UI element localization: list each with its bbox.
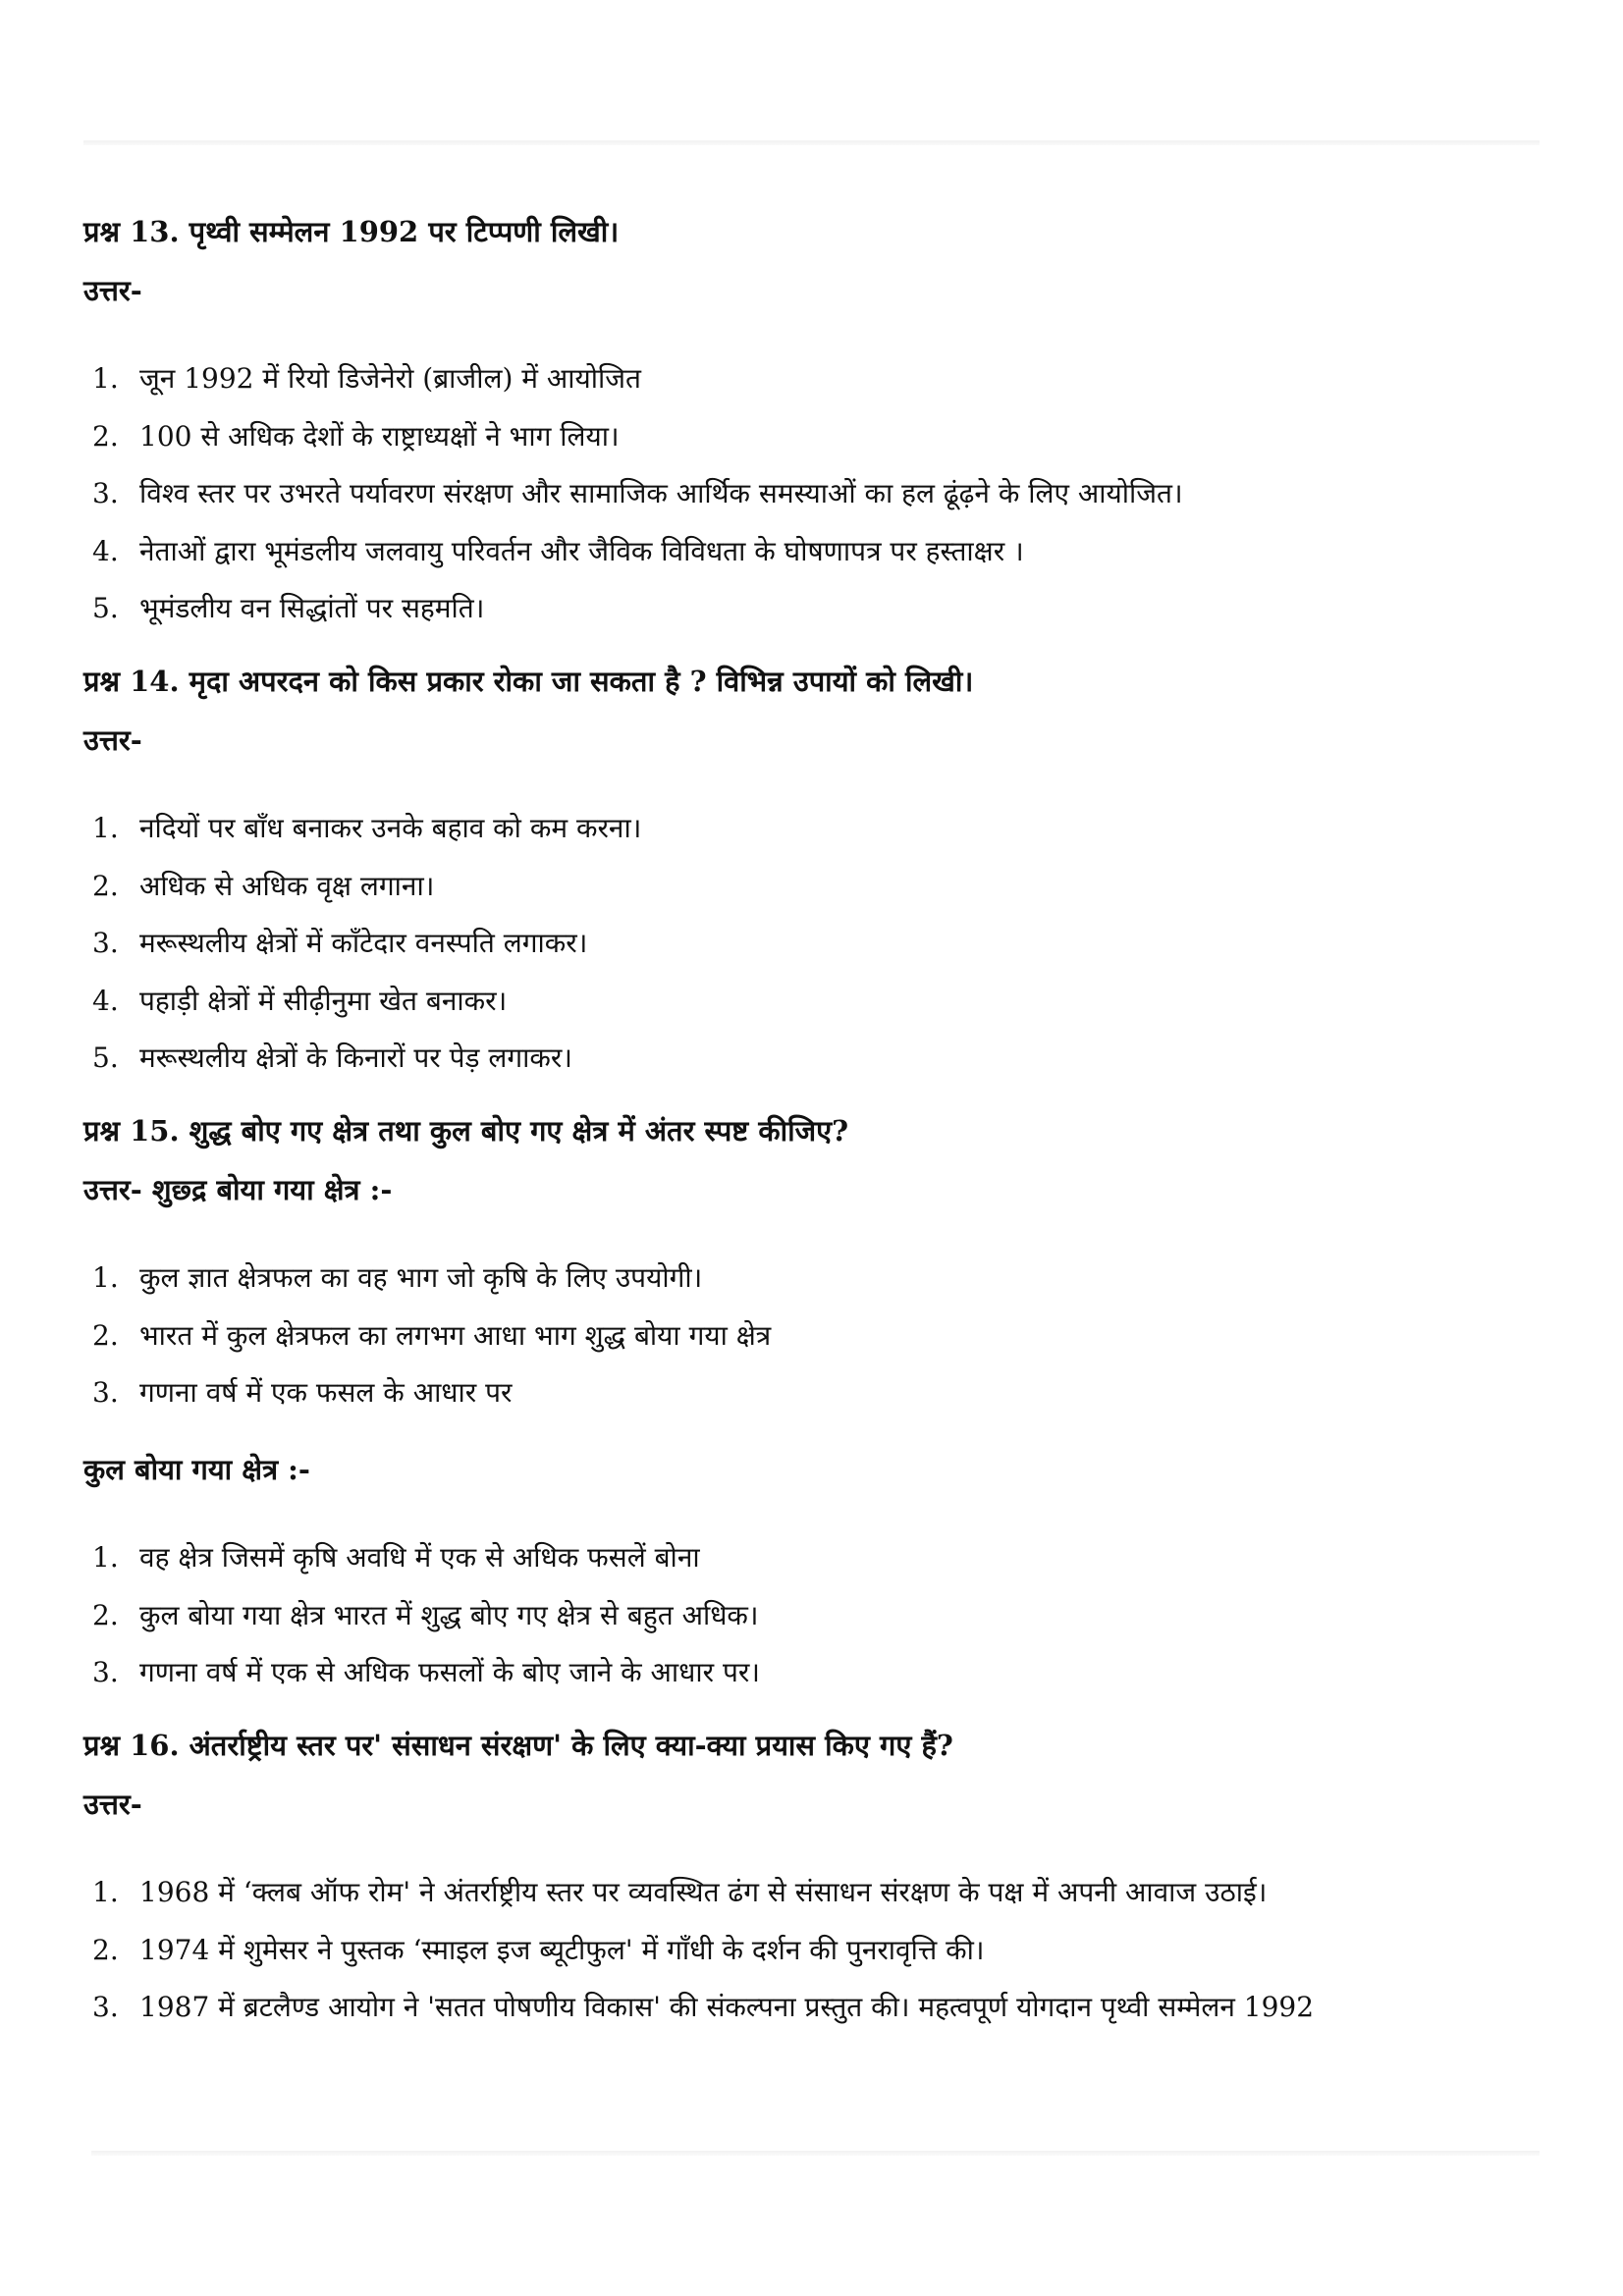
item-text: 1968 में ‘क्लब ऑफ रोम' ने अंतर्राष्ट्रीय स्तर पर व्यवस्थित ढंग से संसाधन संरक्षण के पक्ष में अपनी आवाज उठाई। — [139, 1876, 1268, 1908]
question-16-section — [83, 1724, 1546, 2029]
answer-list — [83, 807, 1546, 1080]
list-item — [83, 357, 1546, 400]
item-text: 1974 में शुमेसर ने पुस्तक ‘स्माइल इज ब्यूटीफुल' में गाँधी के दर्शन की पुनरावृत्ति की। — [139, 1933, 985, 1966]
list-item — [83, 415, 1546, 458]
item-number: 2. — [92, 1598, 119, 1631]
item-number: 1. — [92, 362, 119, 395]
list-item — [83, 865, 1546, 908]
question-13-section — [83, 210, 1546, 630]
list-item — [83, 1986, 1546, 2029]
item-text: मरूस्थलीय क्षेत्रों में काँटेदार वनस्पति लगाकर। — [139, 927, 588, 959]
item-text: अधिक से अधिक वृक्ष लगाना। — [139, 869, 435, 902]
item-number: 2. — [92, 419, 119, 453]
list-item — [83, 530, 1546, 573]
item-text: भूमंडलीय वन सिद्धांतों पर सहमति। — [139, 592, 485, 624]
list-item — [83, 1371, 1546, 1415]
item-text: विश्व स्तर पर उभरते पर्यावरण संरक्षण और सामाजिक आर्थिक समस्याओं का हल ढूंढ़ने के लिए आयोजित। — [139, 477, 1183, 509]
list-item — [83, 980, 1546, 1023]
list-item — [83, 1929, 1546, 1972]
item-text: नेताओं द्वारा भूमंडलीय जलवायु परिवर्तन और जैविक विविधता के घोषणापत्र पर हस्ताक्षर । — [139, 534, 1024, 567]
answer-label: उत्तर- — [83, 723, 142, 757]
item-text: जून 1992 में रियो डिजेनेरो (ब्राजील) में आयोजित — [139, 362, 642, 395]
list-item — [83, 807, 1546, 850]
item-number: 3. — [92, 1656, 119, 1688]
list-item — [83, 1536, 1546, 1579]
item-number: 3. — [92, 1991, 119, 2023]
answer-list — [83, 1871, 1546, 2029]
item-number: 1. — [92, 1876, 119, 1908]
list-item — [83, 1871, 1546, 1914]
list-item — [83, 1651, 1546, 1694]
item-number: 3. — [92, 477, 119, 509]
question-15-heading: प्रश्न 15. शुद्ध बोए गए क्षेत्र तथा कुल बोए गए क्षेत्र में अंतर स्पष्ट कीजिए? — [83, 1114, 849, 1148]
item-text: 100 से अधिक देशों के राष्ट्राध्यक्षों ने भाग लिया। — [139, 419, 620, 453]
item-text: पहाड़ी क्षेत्रों में सीढ़ीनुमा खेत बनाकर। — [139, 984, 508, 1017]
item-number: 1. — [92, 1541, 119, 1574]
question-14-heading: प्रश्न 14. मृदा अपरदन को किस प्रकार रोका जा सकता है ? विभिन्न उपायों को लिखी। — [83, 665, 974, 698]
list-item — [83, 587, 1546, 630]
top-separator — [83, 140, 1540, 145]
item-text: नदियों पर बाँध बनाकर उनके बहाव को कम करना। — [139, 812, 642, 844]
sub-heading-total-sown-area: कुल बोया गया क्षेत्र :- — [83, 1453, 310, 1486]
item-number: 5. — [92, 592, 119, 624]
answer-sub-list — [83, 1536, 1546, 1694]
answer-label: उत्तर- शुछ्द्र बोया गया क्षेत्र :- — [83, 1173, 393, 1206]
item-text: वह क्षेत्र जिसमें कृषि अवधि में एक से अधिक फसलें बोना — [139, 1541, 700, 1574]
answer-label: उत्तर- — [83, 274, 142, 307]
item-text: गणना वर्ष में एक फसल के आधार पर — [139, 1376, 513, 1409]
item-text: 1987 में ब्रटलैण्ड आयोग ने 'सतत पोषणीय विकास' की संकल्पना प्रस्तुत की। महत्वपूर्ण योगदान पृथ्वी सम्मेलन 1992 — [139, 1991, 1315, 2023]
document-content — [83, 210, 1546, 2044]
item-number: 2. — [92, 869, 119, 902]
question-15-section — [83, 1109, 1546, 1694]
item-text: गणना वर्ष में एक से अधिक फसलों के बोए जाने के आधार पर। — [139, 1656, 760, 1688]
list-item — [83, 472, 1546, 515]
item-number: 3. — [92, 1376, 119, 1409]
list-item — [83, 1037, 1546, 1080]
item-number: 3. — [92, 927, 119, 959]
answer-label: उत्तर- — [83, 1788, 142, 1821]
question-13-heading: प्रश्न 13. पृथ्वी सम्मेलन 1992 पर टिप्पणी लिखी। — [83, 215, 620, 248]
item-number: 5. — [92, 1041, 119, 1074]
answer-list — [83, 1256, 1546, 1415]
item-number: 4. — [92, 534, 119, 567]
question-14-section — [83, 660, 1546, 1080]
item-number: 2. — [92, 1933, 119, 1966]
item-number: 4. — [92, 984, 119, 1017]
list-item — [83, 922, 1546, 965]
list-item — [83, 1594, 1546, 1637]
list-item — [83, 1314, 1546, 1358]
item-number: 1. — [92, 812, 119, 844]
question-16-heading: प्रश्न 16. अंतर्राष्ट्रीय स्तर पर' संसाधन संरक्षण' के लिए क्या-क्या प्रयास किए गए हैं? — [83, 1729, 953, 1762]
item-number: 2. — [92, 1318, 119, 1352]
item-text: मरूस्थलीय क्षेत्रों के किनारों पर पेड़ लगाकर। — [139, 1041, 572, 1074]
item-text: कुल ज्ञात क्षेत्रफल का वह भाग जो कृषि के लिए उपयोगी। — [139, 1261, 703, 1294]
list-item — [83, 1256, 1546, 1300]
item-number: 1. — [92, 1261, 119, 1294]
bottom-separator — [91, 2151, 1540, 2156]
answer-list — [83, 357, 1546, 630]
item-text: भारत में कुल क्षेत्रफल का लगभग आधा भाग शुद्ध बोया गया क्षेत्र — [139, 1318, 772, 1352]
item-text: कुल बोया गया क्षेत्र भारत में शुद्ध बोए गए क्षेत्र से बहुत अधिक। — [139, 1598, 759, 1631]
